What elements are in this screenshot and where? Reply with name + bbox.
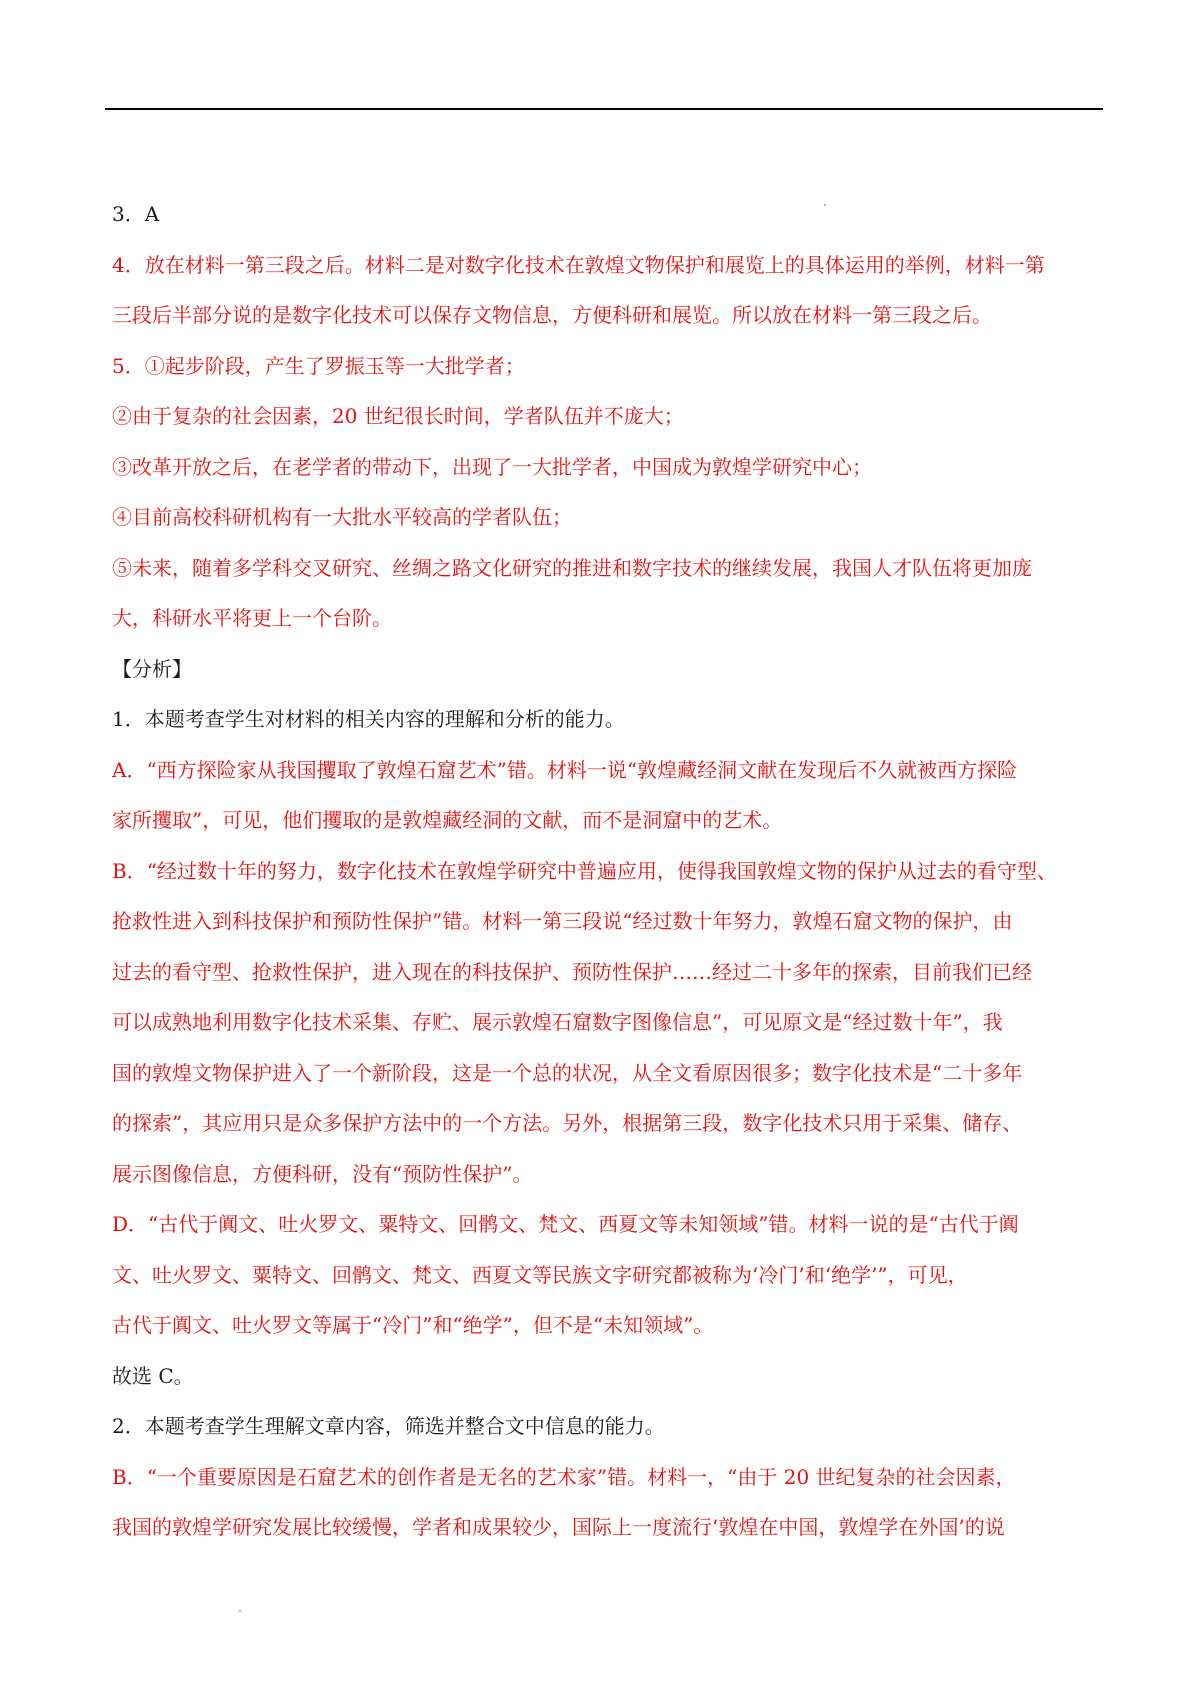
text-line: 展示图像信息，方便科研，没有“预防性保护”。: [112, 1161, 533, 1186]
text-line: A．“西方探险家从我国攫取了敦煌石窟艺术”错。材料一说“敦煌藏经洞文献在发现后不久就被西方探险: [112, 757, 1018, 782]
text-line: 古代于阗文、吐火罗文等属于“冷门”和“绝学”，但不是“未知领域”。: [112, 1313, 714, 1337]
text-line: 【分析】: [112, 656, 192, 681]
answer-analysis-text: [112, 200, 1102, 1564]
text-line: 抢救性进入到科技保护和预防性保护”错。材料一第三段说“经过数十年努力，敦煌石窟文物的保护，由: [112, 909, 1013, 933]
text-line: 4．放在材料一第三段之后。材料二是对数字化技术在敦煌文物保护和展览上的具体运用的举例，材料一第: [112, 252, 1045, 277]
text-line: ⑤未来，随着多学科交叉研究、丝绸之路文化研究的推进和数字技术的继续发展，我国人才队伍将更加庞: [112, 555, 1032, 580]
speck-mark: [239, 1610, 241, 1612]
text-line: ④目前高校科研机构有一大批水平较高的学者队伍；: [112, 505, 572, 529]
text-line: 三段后半部分说的是数字化技术可以保存文物信息，方便科研和展览。所以放在材料一第三段之后。: [112, 303, 992, 327]
text-line: 可以成熟地利用数字化技术采集、存贮、展示敦煌石窟数字图像信息”，可见原文是“经过数十年”，我: [112, 1010, 1003, 1034]
header-rule: [105, 108, 1103, 110]
text-line: B．“一个重要原因是石窟艺术的创作者是无名的艺术家”错。材料一，“由于 20 世纪复杂的社会因素，: [112, 1464, 1016, 1489]
text-line: 大，科研水平将更上一个台阶。: [112, 606, 392, 630]
text-line: ③改革开放之后，在老学者的带动下，出现了一大批学者，中国成为敦煌学研究中心；: [112, 454, 872, 479]
text-line: 的探索”，其应用只是众多保护方法中的一个方法。另外，根据第三段，数字化技术只用于采集、储存、: [112, 1111, 1023, 1135]
text-line: 我国的敦煌学研究发展比较缓慢，学者和成果较少，国际上一度流行‘敦煌在中国，敦煌学在外国’的说: [112, 1515, 1005, 1539]
text-line: D．“古代于阗文、吐火罗文、粟特文、回鹘文、梵文、西夏文等未知领域”错。材料一说的是“古代于阗: [112, 1212, 1019, 1236]
text-line: 1．本题考查学生对材料的相关内容的理解和分析的能力。: [112, 707, 625, 731]
text-line: 过去的看守型、抢救性保护，进入现在的科技保护、预防性保护……经过二十多年的探索，目前我们已经: [112, 959, 1032, 984]
text-line: 5．①起步阶段，产生了罗振玉等一大批学者；: [112, 353, 525, 378]
text-line: 文、吐火罗文、粟特文、回鹘文、梵文、西夏文等民族文字研究都被称为‘冷门’和‘绝学’”，可见，: [112, 1262, 968, 1287]
text-line: ②由于复杂的社会因素，20 世纪很长时间，学者队伍并不庞大；: [112, 404, 684, 428]
text-line: 国的敦煌文物保护进入了一个新阶段，这是一个总的状况，从全文看原因很多；数字化技术是“二十多年: [112, 1060, 1023, 1085]
text-line: 3．A: [112, 202, 160, 226]
text-line: 2．本题考查学生理解文章内容，筛选并整合文中信息的能力。: [112, 1414, 665, 1438]
text-line: B．“经过数十年的努力，数字化技术在敦煌学研究中普遍应用，使得我国敦煌文物的保护从过去的看守型、: [112, 858, 1057, 883]
text-line: 故选 C。: [112, 1363, 194, 1388]
text-line: 家所攫取”，可见，他们攫取的是敦煌藏经洞的文献，而不是洞窟中的艺术。: [112, 808, 783, 832]
